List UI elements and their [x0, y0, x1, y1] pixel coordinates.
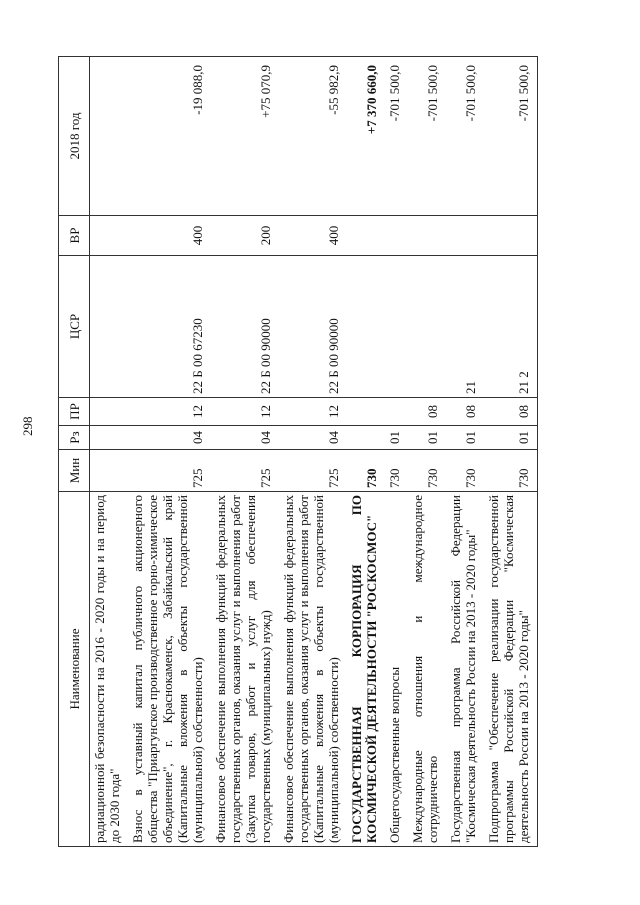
row-name: ГОСУДАРСТВЕННАЯ КОРПОРАЦИЯ ПО КОСМИЧЕСКОЙ ДЕЯТЕЛЬНОСТИ "РОСКОСМОС"	[347, 492, 385, 847]
row-vr	[484, 216, 538, 256]
row-rz: 04	[211, 426, 279, 450]
row-amount: +7 370 660,0	[347, 57, 385, 216]
row-pr: 12	[279, 398, 347, 426]
header-csr: ЦСР	[59, 256, 90, 398]
row-amount: +75 070,9	[211, 57, 279, 216]
row-amount: -701 500,0	[484, 57, 538, 216]
row-csr	[385, 256, 408, 398]
table-row	[446, 57, 484, 847]
row-rz	[90, 426, 129, 450]
row-csr: 21	[446, 256, 484, 398]
row-min: 730	[446, 450, 484, 492]
row-amount	[90, 57, 129, 216]
row-vr	[90, 216, 129, 256]
row-pr	[347, 398, 385, 426]
row-vr: 400	[128, 216, 211, 256]
row-pr	[90, 398, 129, 426]
row-min: 730	[408, 450, 446, 492]
row-name: Подпрограмма "Обеспечение реализации государственной программы Российской Федерации "Космическая деятельность России на 2013 - 2020 годы"	[484, 492, 538, 847]
row-name: радиационной безопасности на 2016 - 2020 годы и на период до 2030 года"	[90, 492, 129, 847]
row-csr: 22 Б 00 90000	[211, 256, 279, 398]
row-csr: 22 Б 00 67230	[128, 256, 211, 398]
table-row	[90, 57, 129, 847]
row-amount: -55 982,9	[279, 57, 347, 216]
table-row	[211, 57, 279, 847]
row-min: 725	[211, 450, 279, 492]
row-pr: 08	[484, 398, 538, 426]
row-amount: -701 500,0	[385, 57, 408, 216]
table-row	[128, 57, 211, 847]
row-name: Международные отношения и международное сотрудничество	[408, 492, 446, 847]
row-min	[90, 450, 129, 492]
row-pr: 08	[446, 398, 484, 426]
row-rz: 01	[484, 426, 538, 450]
row-name: Государственная программа Российской Федерации "Космическая деятельность России на 2013 - 2020 годы"	[446, 492, 484, 847]
row-csr: 22 Б 00 90000	[279, 256, 347, 398]
row-csr: 21 2	[484, 256, 538, 398]
header-min: Мин	[59, 450, 90, 492]
row-rz: 04	[128, 426, 211, 450]
row-amount: -701 500,0	[408, 57, 446, 216]
row-name: Финансовое обеспечение выполнения функций федеральных государственных органов, оказания услуг и выполнения работ (Капитальные вложения в объекты государственной (муниципальной) собственности)	[279, 492, 347, 847]
table-header	[59, 57, 90, 847]
row-csr	[408, 256, 446, 398]
row-pr: 08	[408, 398, 446, 426]
row-min: 730	[347, 450, 385, 492]
row-rz: 01	[446, 426, 484, 450]
row-pr: 12	[128, 398, 211, 426]
budget-document	[58, 57, 628, 847]
header-vr: ВР	[59, 216, 90, 256]
row-name: Общегосударственные вопросы	[385, 492, 408, 847]
row-rz: 01	[408, 426, 446, 450]
row-name: Взнос в уставный капитал публичного акционерного общества "Приаргунское производственное горно-химическое объединение", г. Краснокаменск, Забайкальский край (Капитальные вложения в объекты государственной (муниципальной) собственности)	[128, 492, 211, 847]
row-min: 725	[128, 450, 211, 492]
table-row	[279, 57, 347, 847]
table-row	[385, 57, 408, 847]
row-pr: 12	[211, 398, 279, 426]
row-amount: -19 088,0	[128, 57, 211, 216]
row-rz	[347, 426, 385, 450]
row-vr	[408, 216, 446, 256]
row-pr	[385, 398, 408, 426]
table-row	[484, 57, 538, 847]
row-vr: 400	[279, 216, 347, 256]
header-pr: ПР	[59, 398, 90, 426]
header-name: Наименование	[59, 492, 90, 847]
page-number: 298	[20, 416, 35, 436]
row-csr	[347, 256, 385, 398]
header-year: 2018 год	[59, 57, 90, 216]
budget-table	[58, 56, 538, 847]
row-min: 730	[484, 450, 538, 492]
row-csr	[90, 256, 129, 398]
table-row	[347, 57, 385, 847]
row-vr	[347, 216, 385, 256]
row-vr	[385, 216, 408, 256]
header-rz: Рз	[59, 426, 90, 450]
row-min: 730	[385, 450, 408, 492]
row-name: Финансовое обеспечение выполнения функций федеральных государственных органов, оказания услуг и выполнения работ (Закупка товаров, работ и услуг для обеспечения государственных (муниципальных) нужд)	[211, 492, 279, 847]
row-rz: 04	[279, 426, 347, 450]
row-vr	[446, 216, 484, 256]
row-min: 725	[279, 450, 347, 492]
row-vr: 200	[211, 216, 279, 256]
row-rz: 01	[385, 426, 408, 450]
row-amount: -701 500,0	[446, 57, 484, 216]
table-row	[408, 57, 446, 847]
